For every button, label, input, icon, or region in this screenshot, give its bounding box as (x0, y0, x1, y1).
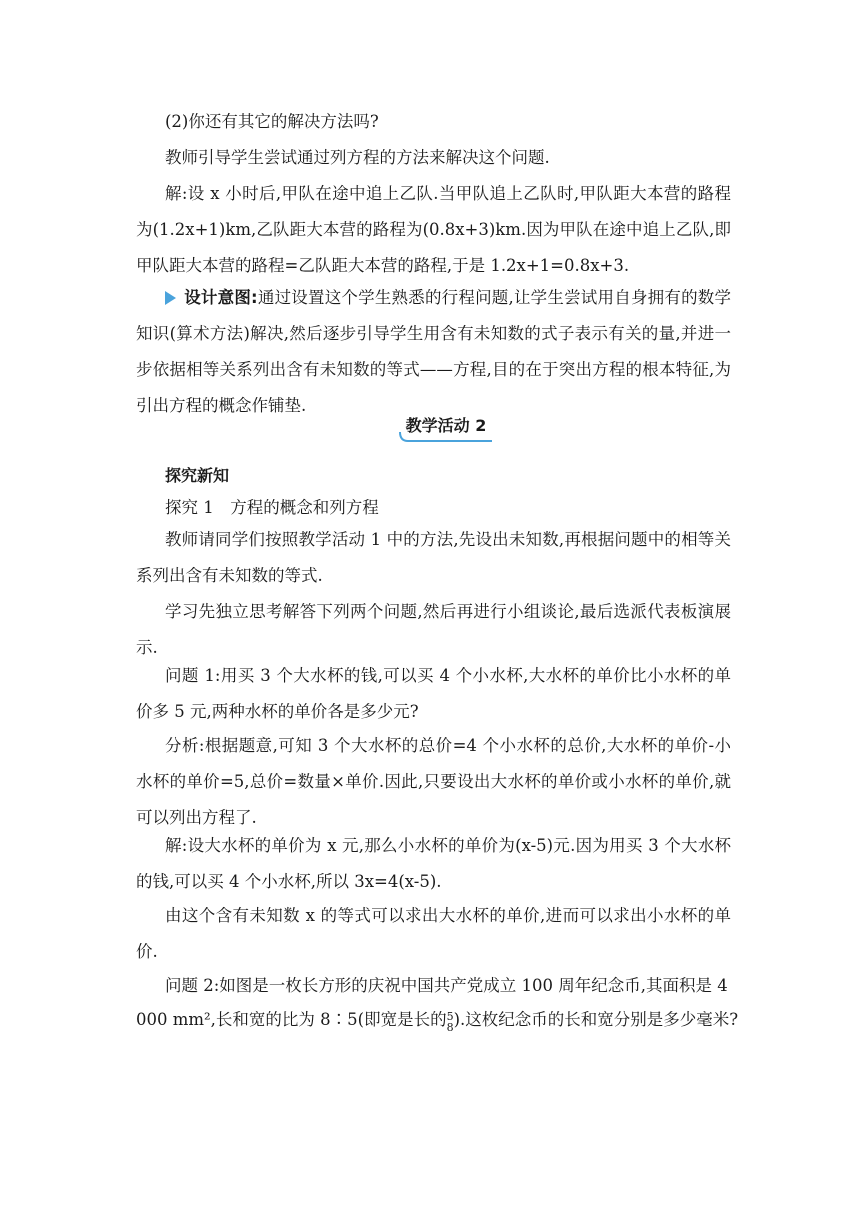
section-heading: 探究新知 (165, 466, 230, 485)
paragraph-conclusion: 由这个含有未知数 x 的等式可以求出大水杯的单价,进而可以求出小水杯的单价. (136, 906, 731, 961)
paragraph-analysis: 分析:根据题意,可知 3 个大水杯的总价=4 个小水杯的总价,大水杯的单价-小水杯的单价=5,总价=数量×单价.因此,只要设出大水杯的单价或小水杯的单价,就可以列出方程了. (136, 736, 731, 827)
problem-2-text-b: ).这枚纪念币的长和宽分别是多少毫米? (453, 1010, 739, 1029)
paragraph-teacher-ask: 教师请同学们按照教学活动 1 中的方法,先设出未知数,再根据问题中的相等关系列出含有未知数的等式. (136, 530, 731, 585)
triangle-right-icon (165, 291, 176, 305)
paragraph-design-intent (136, 280, 731, 424)
paragraph-students-think: 学习先独立思考解答下列两个问题,然后再进行小组谈论,最后选派代表板演展示. (136, 602, 731, 657)
paragraph-solution-2: 解:设大水杯的单价为 x 元,那么小水杯的单价为(x-5)元.因为用买 3 个大水杯的钱,可以买 4 个小水杯,所以 3x=4(x-5). (136, 836, 731, 891)
paragraph-solution-1: 解:设 x 小时后,甲队在途中追上乙队.当甲队追上乙队时,甲队距大本营的路程为(1.2x+1)km,乙队距大本营的路程为(0.8x+3)km.因为甲队在途中追上乙队,即甲队距大本营的路程=乙队距大本营的路程,于是 1.2x+1=0.8x+3. (136, 184, 731, 275)
fraction-denominator: 8 (446, 1021, 454, 1034)
paragraph-other-methods: (2)你还有其它的解决方法吗? (165, 112, 379, 131)
explore-1-title: 探究 1 方程的概念和列方程 (165, 498, 379, 517)
fraction-numerator: 5 (446, 1010, 454, 1023)
paragraph-teacher-guide: 教师引导学生尝试通过列方程的方法来解决这个问题. (165, 148, 550, 167)
activity-title: 教学活动 2 (405, 416, 487, 435)
paragraph-problem-2-line-2 (136, 1002, 739, 1038)
design-intent-text: 通过设置这个学生熟悉的行程问题,让学生尝试用自身拥有的数学知识(算术方法)解决,然后逐步引导学生用含有未知数的式子表示有关的量,并进一步依据相等关系列出含有未知数的等式——方程,目的在于突出方程的根本特征,为引出方程的概念作铺垫. (136, 288, 731, 415)
activity-title-badge (396, 410, 496, 444)
design-intent-label: 设计意图: (184, 288, 258, 307)
fraction-five-eighths (447, 1011, 454, 1033)
activity-underline-icon (396, 410, 496, 444)
paragraph-problem-1: 问题 1:用买 3 个大水杯的钱,可以买 4 个小水杯,大水杯的单价比小水杯的单价多 5 元,两种水杯的单价各是多少元? (136, 666, 731, 721)
paragraph-problem-2-line-1: 问题 2:如图是一枚长方形的庆祝中国共产党成立 100 周年纪念币,其面积是 4 (165, 976, 728, 995)
problem-2-text-a: 000 mm²,长和宽的比为 8∶5(即宽是长的 (136, 1010, 447, 1029)
